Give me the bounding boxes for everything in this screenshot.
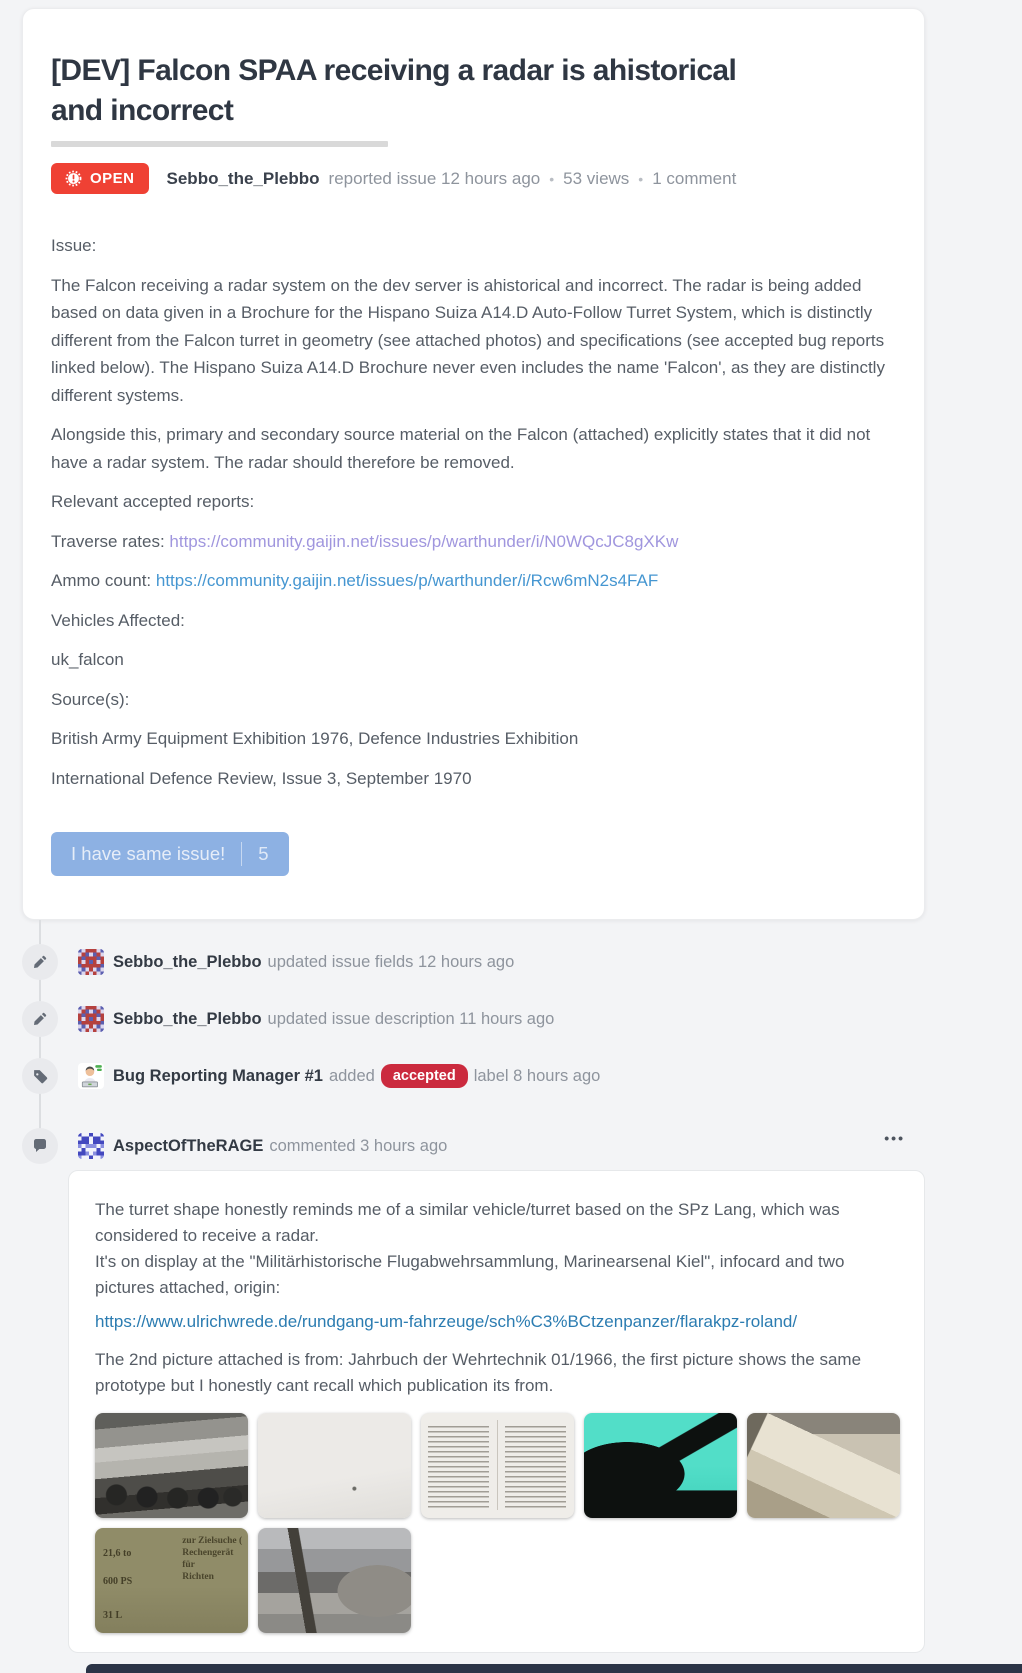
timeline-event-fields-updated: [22, 944, 925, 980]
open-seal-icon: [65, 170, 82, 187]
timeline-user[interactable]: AspectOfTheRAGE: [113, 1136, 264, 1155]
page-title: [DEV] Falcon SPAA receiving a radar is ahistorical and incorrect: [51, 54, 737, 127]
same-issue-label: I have same issue!: [71, 843, 226, 864]
attachment-infocard[interactable]: [95, 1528, 248, 1633]
accepted-label-badge: accepted: [381, 1064, 468, 1088]
timeline-event-comment: [22, 1128, 925, 1164]
timeline-action: updated issue fields 12 hours ago: [267, 952, 515, 971]
traverse-report-line: [51, 528, 896, 556]
same-issue-count: 5: [258, 843, 269, 864]
avatar-bug-manager: [78, 1063, 104, 1089]
avatar-sebbo: [78, 1006, 104, 1032]
attachment-bw-tank-photo[interactable]: [95, 1413, 248, 1518]
infocard-text: 600 PS: [103, 1576, 133, 1587]
timeline-event-description-updated: [22, 1001, 925, 1037]
timeline-action: commented 3 hours ago: [269, 1136, 448, 1155]
attachment-museum-hall-photo[interactable]: [258, 1528, 411, 1633]
infocard-text: zur Zielsuche ( Rechengerät für Richten: [182, 1536, 243, 1582]
comment-card: [68, 1170, 925, 1653]
avatar-aspectoftherage: [78, 1133, 104, 1159]
issue-meta: [167, 169, 737, 189]
status-label: OPEN: [90, 170, 135, 187]
infocard-text: 31 L: [103, 1610, 123, 1621]
title-underline: [51, 141, 388, 147]
issue-label: Issue:: [51, 236, 97, 255]
timeline-user[interactable]: Sebbo_the_Plebbo: [113, 952, 262, 971]
more-options-icon[interactable]: •••: [884, 1130, 905, 1146]
issue-body: [51, 232, 896, 792]
button-divider: [241, 842, 242, 866]
vehicle-name: uk_falcon: [51, 650, 124, 669]
source-line: British Army Equipment Exhibition 1976, Defence Industries Exhibition: [51, 729, 579, 748]
traverse-prefix: Traverse rates:: [51, 531, 170, 551]
attachment-grid: [95, 1413, 900, 1633]
footer-bar: [86, 1664, 1022, 1673]
reports-label: Relevant accepted reports:: [51, 492, 255, 511]
comment-bubble-icon: [22, 1128, 58, 1164]
attachment-newspaper-page[interactable]: [421, 1413, 574, 1518]
infocard-text: 21,6 to: [103, 1548, 132, 1559]
same-issue-button[interactable]: [51, 832, 289, 876]
dot-separator-icon: •: [549, 170, 555, 187]
attachment-teal-duotone-tank[interactable]: [584, 1413, 737, 1518]
avatar-sebbo: [78, 949, 104, 975]
views-count: 53 views: [563, 168, 630, 188]
attachment-museum-photo[interactable]: [747, 1413, 900, 1518]
timeline-user[interactable]: Sebbo_the_Plebbo: [113, 1009, 262, 1028]
issue-paragraph: The Falcon receiving a radar system on the dev server is ahistorical and incorrect. The radar is being added based on data given in a Brochure for the Hispano Suiza A14.D Auto-Follow Turret System, which is distinctly different from the Falcon turret in geometry (see attached photos) and specifications (see accepted bug reports linked below). The Hispano Suiza A14.D Brochure never even includes the name 'Falcon', as they are distinctly different systems.: [51, 275, 885, 405]
status-badge: [51, 163, 149, 194]
reported-text: reported issue 12 hours ago: [328, 168, 541, 188]
comment-source-link[interactable]: https://www.ulrichwrede.de/rundgang-um-fahrzeuge/sch%C3%BCtzenpanzer/flarakpz-roland/: [95, 1312, 798, 1331]
vehicles-label: Vehicles Affected:: [51, 610, 185, 630]
timeline-event-label-added: [22, 1058, 925, 1094]
tag-icon: [22, 1058, 58, 1094]
comment-text-line: The 2nd picture attached is from: Jahrbuch der Wehrtechnik 01/1966, the first picture shows the same prototype but I honestly cant recall which publication its from.: [95, 1350, 862, 1395]
dot-separator-icon: •: [638, 170, 644, 187]
timeline-action: updated issue description 11 hours ago: [267, 1009, 555, 1028]
timeline-action-post: label 8 hours ago: [473, 1066, 601, 1085]
attachment-blank-document[interactable]: [258, 1413, 411, 1518]
ammo-prefix: Ammo count:: [51, 571, 156, 590]
timeline-user[interactable]: Bug Reporting Manager #1: [113, 1066, 323, 1085]
ammo-report-link[interactable]: https://community.gaijin.net/issues/p/warthunder/i/Rcw6mN2s4FAF: [155, 571, 659, 590]
comments-count: 1 comment: [652, 168, 737, 188]
issue-paragraph: Alongside this, primary and secondary source material on the Falcon (attached) explicitly states that it did not have a radar system. The radar should therefore be removed.: [51, 425, 871, 472]
ammo-report-line: [51, 567, 896, 595]
sources-label: Source(s):: [51, 689, 130, 709]
issue-author[interactable]: Sebbo_the_Plebbo: [166, 168, 320, 188]
traverse-report-link[interactable]: https://community.gaijin.net/issues/p/warthunder/i/N0WQcJC8gXKw: [169, 531, 679, 551]
status-row: [51, 163, 896, 194]
comment-text-line: The turret shape honestly reminds me of a similar vehicle/turret based on the SPz Lang, which was considered to receive a radar.: [95, 1200, 840, 1245]
issue-card: [22, 8, 925, 920]
timeline-action-pre: added: [328, 1066, 375, 1085]
comment-text-line: It's on display at the "Militärhistorische Flugabwehrsammlung, Marinearsenal Kiel", infocard and two pictures attached, origin:: [95, 1252, 845, 1297]
pencil-icon: [22, 1001, 58, 1037]
pencil-icon: [22, 944, 58, 980]
source-line: International Defence Review, Issue 3, September 1970: [51, 768, 472, 788]
